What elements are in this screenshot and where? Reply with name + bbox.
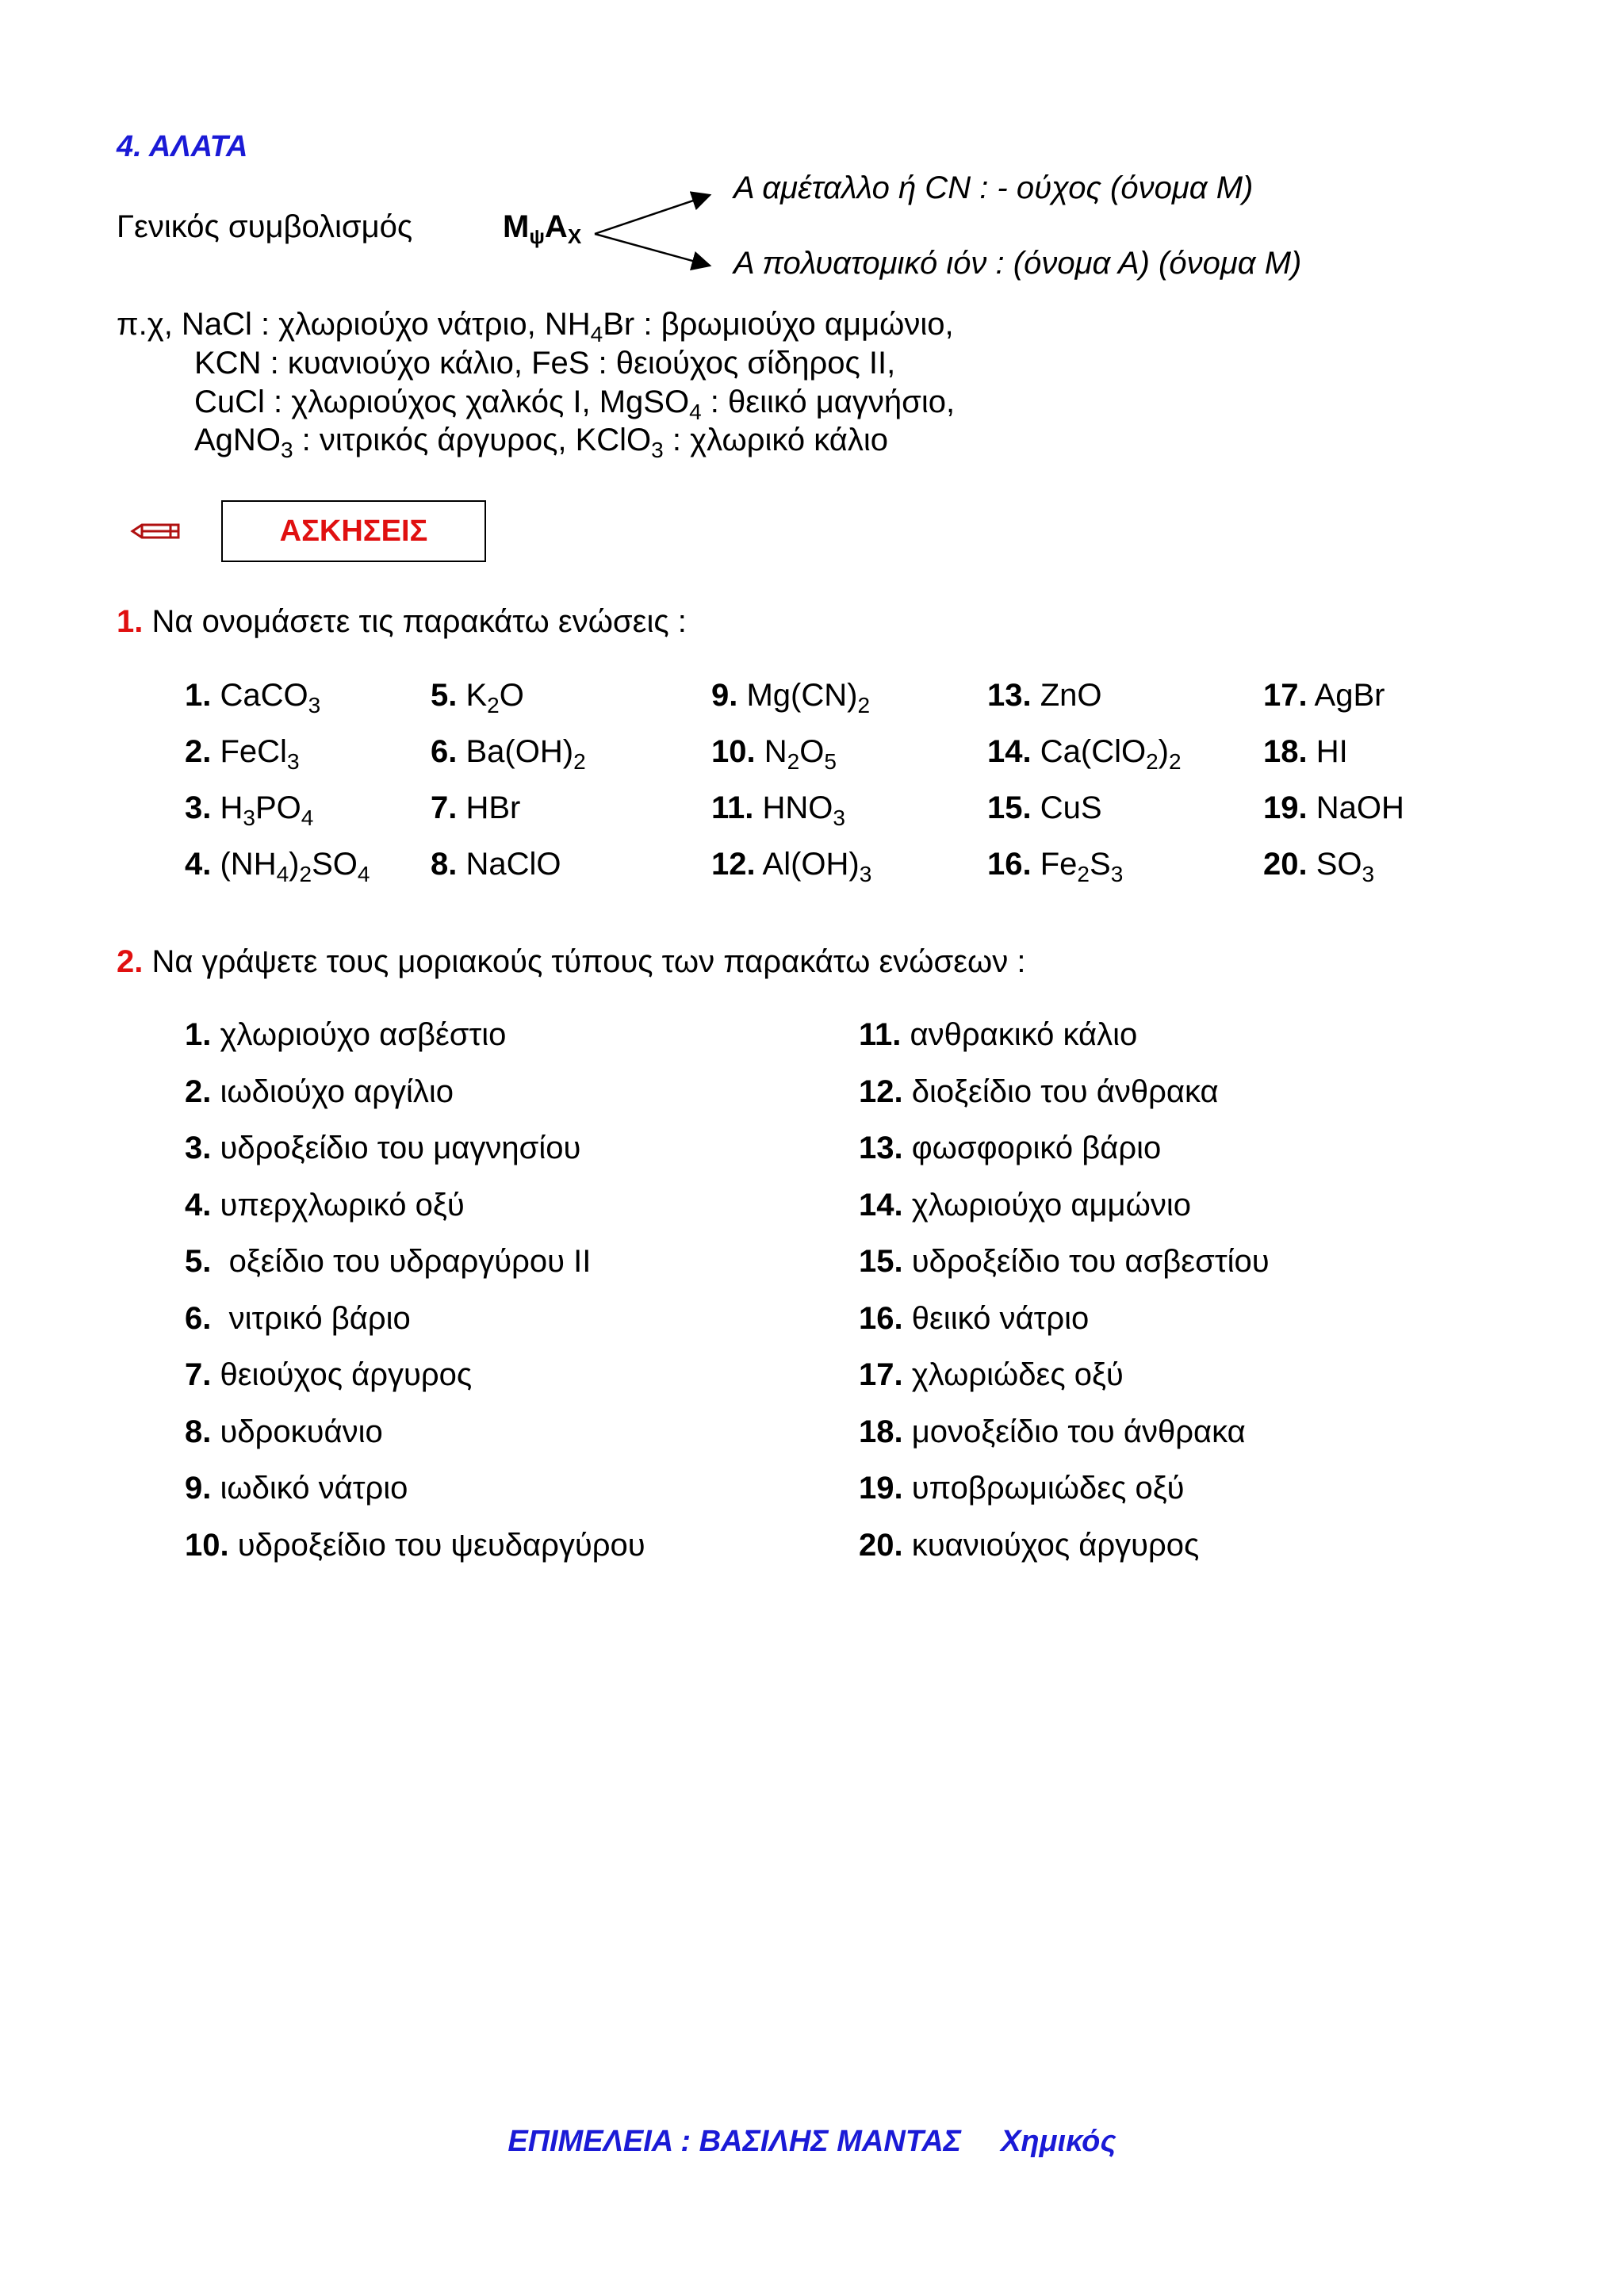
- q2-prompt: 2. Να γράψετε τους μοριακούς τύπους των παρακάτω ενώσεων :: [117, 944, 1026, 979]
- example-line-1: π.χ, NaCl : χλωριούχο νάτριο, $NH_4Br$ : βρωμιούχο αμμώνιο,: [117, 307, 954, 346]
- item-number: 8.: [185, 1414, 212, 1449]
- item-number: 6.: [431, 734, 458, 769]
- item-number: 7.: [185, 1357, 212, 1392]
- item-number: 1.: [185, 1017, 212, 1052]
- q2-item: 6. νιτρικό βάριο: [185, 1300, 411, 1336]
- item-number: 14.: [859, 1187, 903, 1223]
- q1-item: 13. ZnO: [987, 678, 1102, 713]
- example-line-4: AgNO$_3$ : νιτρικός άργυρος, KClO$_3$ : χλωρικό κάλιο: [194, 423, 888, 462]
- item-number: 2.: [185, 1073, 212, 1109]
- section-title: 4. ΑΛΑΤΑ: [117, 130, 248, 163]
- q2-item: 16. θειικό νάτριο: [859, 1300, 1090, 1336]
- item-number: 19.: [859, 1471, 903, 1506]
- general-label: Γενικός συμβολισμός: [117, 209, 413, 244]
- footer: [0, 2125, 1624, 2159]
- q2-item: 8. υδροκυάνιο: [185, 1414, 383, 1449]
- item-number: 18.: [1263, 734, 1308, 769]
- q1-item: 9. $Mg(CN)_2$: [711, 678, 871, 718]
- q1-item: 3. $H_3PO_4$: [185, 790, 314, 830]
- q1-item: 16. $Fe_2S_3$: [987, 847, 1124, 886]
- pencil-icon: [129, 511, 185, 551]
- q1-item: 17. AgBr: [1263, 678, 1385, 713]
- q1-item: 11. $HNO_3$: [711, 790, 845, 830]
- exercises-label: ΑΣΚΗΣΕΙΣ: [221, 500, 486, 562]
- item-number: 3.: [185, 790, 212, 825]
- q2-item: 14. χλωριούχο αμμώνιο: [859, 1187, 1191, 1223]
- item-number: 11.: [711, 790, 754, 825]
- example-line-2: KCN : κυανιούχο κάλιο, FeS : θειούχος σίδηρος ΙΙ,: [194, 346, 896, 381]
- item-number: 18.: [859, 1414, 903, 1449]
- item-number: 8.: [431, 847, 458, 882]
- q2-item: 5. οξείδιο του υδραργύρου ΙΙ: [185, 1244, 592, 1279]
- item-number: 10.: [185, 1527, 229, 1563]
- item-number: 15.: [987, 790, 1032, 825]
- item-number: 10.: [711, 734, 756, 769]
- q1-prompt: 1. Να ονομάσετε τις παρακάτω ενώσεις :: [117, 604, 687, 639]
- general-formula: $M_\psi A_X$: [503, 209, 582, 248]
- item-number: 4.: [185, 847, 212, 882]
- q2-item: 9. ιωδικό νάτριο: [185, 1471, 408, 1506]
- q1-item: 19. NaOH: [1263, 790, 1404, 825]
- branch-top: Α αμέταλλο ή CN : - ούχος (όνομα Μ): [733, 170, 1254, 205]
- item-number: 5.: [185, 1244, 212, 1279]
- q1-item: 12. $Al(OH)_3$: [711, 847, 872, 886]
- q1-item: 14. $Ca(ClO_2)_2$: [987, 734, 1182, 774]
- item-number: 17.: [859, 1357, 903, 1392]
- item-number: 13.: [987, 678, 1032, 713]
- q2-item: 20. κυανιούχος άργυρος: [859, 1527, 1200, 1563]
- q1-item: 8. NaClO: [431, 847, 561, 882]
- q2-item: 12. διοξείδιο του άνθρακα: [859, 1073, 1219, 1109]
- item-number: 5.: [431, 678, 458, 713]
- q2-item: 13. φωσφορικό βάριο: [859, 1131, 1162, 1165]
- q2-item: 2. ιωδιούχο αργίλιο: [185, 1073, 454, 1109]
- item-number: 20.: [1263, 847, 1308, 882]
- q2-item: 3. υδροξείδιο του μαγνησίου: [185, 1131, 581, 1165]
- q1-item: 7. HBr: [431, 790, 521, 825]
- q1-item: 4. $(NH_4)_2SO_4$: [185, 847, 370, 886]
- q2-item: 15. υδροξείδιο του ασβεστίου: [859, 1244, 1270, 1279]
- q1-item: 15. CuS: [987, 790, 1102, 825]
- q2-item: 17. χλωριώδες οξύ: [859, 1357, 1124, 1392]
- q1-item: 1. CaCO$_3$: [185, 678, 321, 718]
- q2-item: 4. υπερχλωρικό οξύ: [185, 1187, 465, 1223]
- item-number: 12.: [859, 1073, 903, 1109]
- q2-item: 18. μονοξείδιο του άνθρακα: [859, 1414, 1246, 1449]
- item-number: 9.: [711, 678, 738, 713]
- item-number: 2.: [185, 734, 212, 769]
- q1-item: 10. $N_2O_5$: [711, 734, 837, 774]
- footer-role: Χημικός: [1001, 2125, 1116, 2158]
- footer-author: ΕΠΙΜΕΛΕΙΑ : ΒΑΣΙΛΗΣ ΜΑΝΤΑΣ: [508, 2125, 962, 2158]
- item-number: 3.: [185, 1131, 212, 1165]
- q2-item: 1. χλωριούχο ασβέστιο: [185, 1017, 507, 1052]
- item-number: 20.: [859, 1527, 903, 1563]
- item-number: 9.: [185, 1471, 212, 1506]
- item-number: 14.: [987, 734, 1032, 769]
- item-number: 4.: [185, 1187, 212, 1223]
- branch-arrows: [587, 182, 722, 285]
- q1-item: 5. $K_2O$: [431, 678, 524, 718]
- item-number: 16.: [987, 847, 1032, 882]
- item-number: 17.: [1263, 678, 1308, 713]
- q2-item: 19. υποβρωμιώδες οξύ: [859, 1471, 1185, 1506]
- item-number: 16.: [859, 1300, 903, 1336]
- item-number: 19.: [1263, 790, 1308, 825]
- q2-item: 10. υδροξείδιο του ψευδαργύρου: [185, 1527, 645, 1563]
- item-number: 7.: [431, 790, 458, 825]
- item-number: 6.: [185, 1300, 212, 1336]
- q1-item: 6. $Ba(OH)_2$: [431, 734, 586, 774]
- item-number: 11.: [859, 1017, 902, 1052]
- q2-item: 11. ανθρακικό κάλιο: [859, 1017, 1138, 1052]
- q1-item: 2. FeCl$_3$: [185, 734, 300, 774]
- q2-item: 7. θειούχος άργυρος: [185, 1357, 473, 1392]
- item-number: 1.: [185, 678, 212, 713]
- branch-bottom: Α πολυατομικό ιόν : (όνομα Α) (όνομα Μ): [733, 246, 1302, 281]
- item-number: 15.: [859, 1244, 903, 1279]
- q1-item: 18. HI: [1263, 734, 1348, 769]
- example-line-3: CuCl : χλωριούχος χαλκός Ι, MgSO$_4$ : θειικό μαγνήσιο,: [194, 385, 956, 424]
- item-number: 13.: [859, 1131, 903, 1165]
- item-number: 12.: [711, 847, 756, 882]
- q1-item: 20. $SO_3$: [1263, 847, 1375, 886]
